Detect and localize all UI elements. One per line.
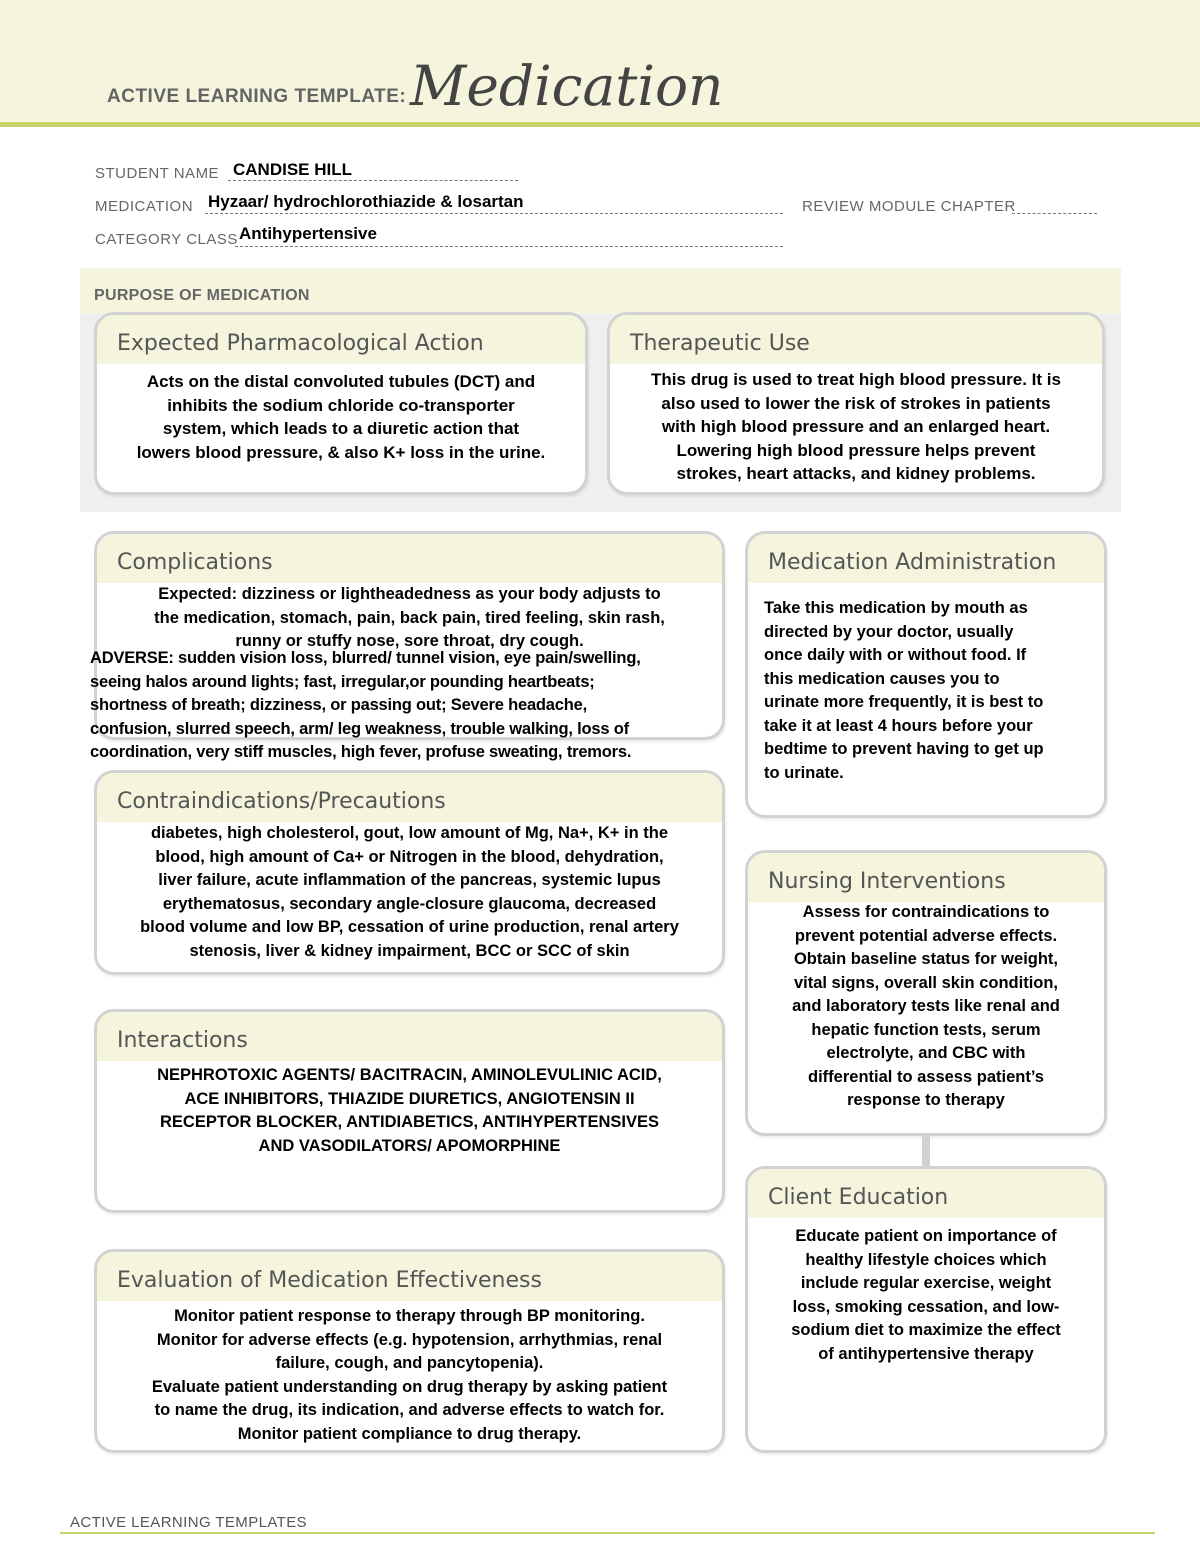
text-line: take it at least 4 hours before your bbox=[764, 716, 1033, 735]
card-body bbox=[97, 370, 585, 464]
text-line: ACE INHIBITORS, THIAZIDE DIURETICS, ANGIOTENSIN II bbox=[184, 1089, 635, 1108]
student-name-field[interactable]: CANDISE HILL bbox=[233, 160, 352, 179]
student-name-label: STUDENT NAME bbox=[95, 165, 220, 182]
text-line: Take this medication by mouth as bbox=[764, 599, 1028, 617]
text-line: prevent potential adverse effects. bbox=[794, 926, 1058, 945]
review-module-label: REVIEW MODULE CHAPTER bbox=[802, 198, 1016, 215]
review-module-line bbox=[1012, 213, 1097, 214]
card-title: Contraindications/Precautions bbox=[117, 789, 446, 814]
text-line: Lowering high blood pressure helps prevent bbox=[676, 440, 1036, 460]
text-line: electrolyte, and CBC with bbox=[826, 1044, 1026, 1062]
text-line: differential to assess patient’s bbox=[808, 1067, 1044, 1086]
text-line: seeing halos around lights; fast, irregular,or pounding heartbeats; bbox=[90, 672, 595, 691]
therapeutic-use-card bbox=[607, 312, 1105, 495]
template-title: Medication bbox=[410, 54, 724, 118]
client-education-card bbox=[745, 1166, 1107, 1453]
nursing-interventions-card bbox=[745, 850, 1107, 1136]
text-line: urinate more frequently, it is best to bbox=[764, 693, 1044, 711]
text-line: confusion, slurred speech, arm/ leg weakness, trouble walking, loss of bbox=[90, 719, 629, 738]
text-line: also used to lower the risk of strokes in patients bbox=[661, 393, 1051, 413]
text-line: the medication, stomach, pain, back pain, tired feeling, skin rash, bbox=[154, 608, 665, 627]
text-line: Monitor patient response to therapy through BP monitoring. bbox=[174, 1307, 645, 1325]
category-class-label: CATEGORY CLASS bbox=[95, 231, 238, 248]
text-line: to urinate. bbox=[764, 763, 844, 782]
card-title: Evaluation of Medication Effectiveness bbox=[117, 1268, 542, 1293]
medication-administration-card bbox=[745, 531, 1107, 818]
text-line: ADVERSE: sudden vision loss, blurred/ tunnel vision, eye pain/swelling, bbox=[90, 649, 641, 667]
complications-expected bbox=[94, 583, 725, 654]
card-body bbox=[748, 901, 1104, 1113]
evaluation-card bbox=[94, 1249, 725, 1453]
card-body bbox=[610, 368, 1102, 486]
text-line: directed by your doctor, usually bbox=[764, 622, 1014, 641]
text-line: This drug is used to treat high blood pressure. It is bbox=[651, 370, 1061, 389]
text-line: of antihypertensive therapy bbox=[818, 1344, 1034, 1363]
text-line: erythematosus, secondary angle-closure glaucoma, decreased bbox=[162, 894, 657, 913]
text-line: strokes, heart attacks, and kidney problems. bbox=[676, 464, 1036, 483]
text-line: vital signs, overall skin condition, bbox=[793, 973, 1059, 992]
card-title: Complications bbox=[117, 550, 273, 575]
text-line: lowers blood pressure, & also K+ loss in the urine. bbox=[136, 442, 546, 462]
text-line: and laboratory tests like renal and bbox=[792, 997, 1060, 1015]
card-body bbox=[97, 1064, 722, 1158]
text-line: bedtime to prevent having to get up bbox=[764, 740, 1044, 758]
footer-divider bbox=[60, 1532, 1155, 1534]
medication-field[interactable]: Hyzaar/ hydrochlorothiazide & losartan bbox=[208, 192, 524, 211]
text-line: blood, high amount of Ca+ or Nitrogen in the blood, dehydration, bbox=[155, 847, 664, 866]
card-title: Medication Administration bbox=[768, 550, 1057, 575]
medication-label: MEDICATION bbox=[95, 198, 194, 215]
header-divider bbox=[0, 122, 1200, 127]
text-line: AND VASODILATORS/ APOMORPHINE bbox=[258, 1136, 561, 1155]
text-line: runny or stuffy nose, sore throat, dry cough. bbox=[235, 632, 584, 650]
text-line: Monitor for adverse effects (e.g. hypotension, arrhythmias, renal bbox=[156, 1330, 663, 1349]
student-name-line bbox=[228, 180, 518, 181]
text-line: Evaluate patient understanding on drug therapy by asking patient bbox=[151, 1377, 668, 1396]
text-line: RECEPTOR BLOCKER, ANTIDIABETICS, ANTIHYPERTENSIVES bbox=[159, 1113, 660, 1131]
text-line: once daily with or without food. If bbox=[764, 646, 1027, 664]
contraindications-body bbox=[84, 822, 735, 963]
complications-adverse bbox=[90, 647, 750, 765]
interactions-card bbox=[94, 1009, 725, 1213]
category-class-field[interactable]: Antihypertensive bbox=[239, 224, 377, 243]
text-line: hepatic function tests, serum bbox=[811, 1020, 1041, 1039]
template-label: ACTIVE LEARNING TEMPLATE: bbox=[107, 86, 407, 107]
text-line: to name the drug, its indication, and adverse effects to watch for. bbox=[154, 1401, 665, 1419]
card-body bbox=[748, 1225, 1104, 1366]
text-line: healthy lifestyle choices which bbox=[805, 1250, 1047, 1269]
card-title: Therapeutic Use bbox=[630, 331, 810, 356]
text-line: system, which leads to a diuretic action that bbox=[162, 419, 520, 438]
text-line: sodium diet to maximize the effect bbox=[791, 1321, 1061, 1339]
text-line: stenosis, liver & kidney impairment, BCC or SCC of skin bbox=[189, 941, 630, 960]
category-class-line bbox=[235, 246, 783, 247]
text-line: Acts on the distal convoluted tubules (DCT) and bbox=[146, 372, 536, 391]
text-line: inhibits the sodium chloride co-transporter bbox=[167, 395, 515, 415]
text-line: diabetes, high cholesterol, gout, low amount of Mg, Na+, K+ in the bbox=[150, 824, 669, 842]
card-title: Nursing Interventions bbox=[768, 869, 1006, 894]
text-line: shortness of breath; dizziness, or passing out; Severe headache, bbox=[90, 696, 588, 714]
card-body bbox=[764, 597, 1094, 785]
text-line: NEPHROTOXIC AGENTS/ BACITRACIN, AMINOLEVULINIC ACID, bbox=[157, 1066, 662, 1084]
connector-line bbox=[922, 1134, 930, 1166]
text-line: response to therapy bbox=[847, 1091, 1005, 1109]
medication-line bbox=[205, 213, 783, 214]
card-title: Client Education bbox=[768, 1185, 949, 1210]
text-line: failure, cough, and pancytopenia). bbox=[275, 1354, 544, 1372]
text-line: loss, smoking cessation, and low- bbox=[792, 1297, 1060, 1316]
card-body bbox=[87, 1305, 732, 1446]
footer-label: ACTIVE LEARNING TEMPLATES bbox=[70, 1514, 307, 1531]
text-line: Educate patient on importance of bbox=[795, 1227, 1057, 1245]
text-line: Assess for contraindications to bbox=[802, 903, 1050, 921]
text-line: liver failure, acute inflammation of the pancreas, systemic lupus bbox=[158, 871, 661, 889]
card-title: Expected Pharmacological Action bbox=[117, 331, 484, 356]
purpose-label: PURPOSE OF MEDICATION bbox=[94, 287, 310, 304]
expected-action-card bbox=[94, 312, 588, 495]
text-line: include regular exercise, weight bbox=[800, 1274, 1052, 1292]
card-title: Interactions bbox=[117, 1028, 248, 1053]
text-line: Monitor patient compliance to drug therapy. bbox=[237, 1424, 582, 1443]
text-line: Expected: dizziness or lightheadedness as your body adjusts to bbox=[158, 585, 661, 603]
text-line: Obtain baseline status for weight, bbox=[793, 950, 1059, 968]
text-line: this medication causes you to bbox=[764, 669, 1000, 688]
text-line: coordination, very stiff muscles, high fever, profuse sweating, tremors. bbox=[90, 743, 632, 761]
text-line: with high blood pressure and an enlarged heart. bbox=[661, 417, 1051, 436]
text-line: blood volume and low BP, cessation of urine production, renal artery bbox=[140, 918, 679, 936]
